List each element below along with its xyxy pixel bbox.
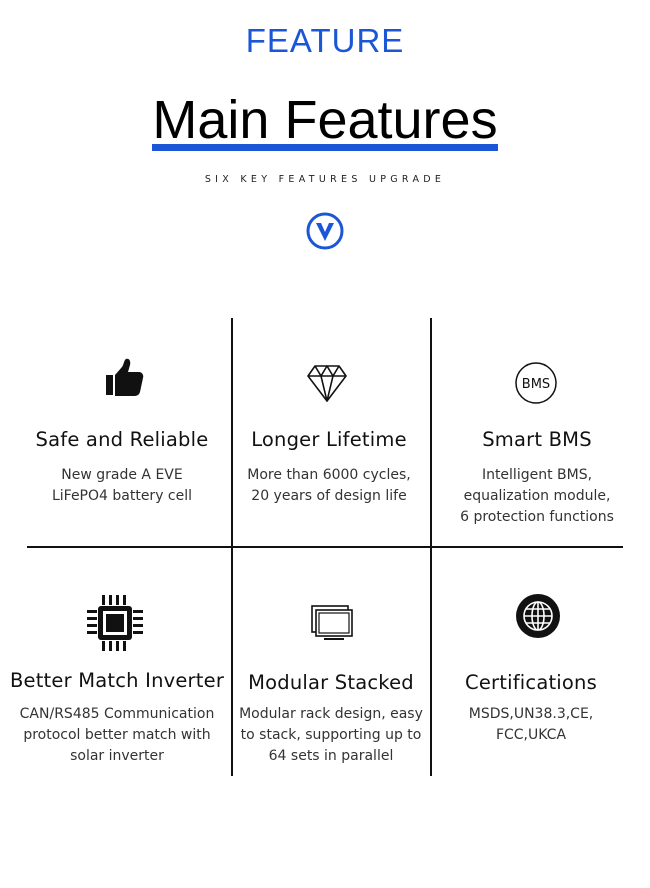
feature-description: Intelligent BMS, equalization module, 6 protection functions bbox=[460, 467, 614, 525]
globe-icon bbox=[515, 593, 561, 639]
feature-title: Smart BMS bbox=[482, 428, 592, 451]
feature-card bbox=[12, 428, 232, 507]
feature-description: CAN/RS485 Communication protocol better match with solar inverter bbox=[19, 706, 215, 764]
feature-card bbox=[7, 669, 227, 767]
chevron-down-circle-icon bbox=[305, 211, 345, 251]
feature-title: Certifications bbox=[465, 671, 597, 694]
feature-card bbox=[219, 428, 439, 507]
grid-divider-horizontal bbox=[27, 546, 623, 548]
page-title-text: Main Features bbox=[152, 90, 498, 150]
page-title-wrap bbox=[0, 88, 650, 152]
chip-icon bbox=[86, 594, 144, 652]
section-eyebrow: FEATURE bbox=[245, 22, 405, 59]
feature-description: Modular rack design, easy to stack, supporting up to 64 sets in parallel bbox=[239, 706, 423, 764]
feature-description: MSDS,UN38.3,CE, FCC,UKCA bbox=[468, 706, 594, 743]
diamond-icon bbox=[306, 363, 348, 403]
stacked-monitor-icon bbox=[310, 604, 354, 642]
feature-card bbox=[221, 671, 441, 767]
feature-card bbox=[427, 428, 647, 528]
feature-title: Modular Stacked bbox=[248, 671, 414, 694]
page-title bbox=[152, 88, 497, 152]
feature-title: Safe and Reliable bbox=[35, 428, 209, 451]
bms-icon bbox=[514, 361, 558, 405]
bms-icon-label: BMS bbox=[521, 377, 551, 392]
feature-description: New grade A EVE LiFePO4 battery cell bbox=[51, 467, 193, 504]
page-subtitle: SIX KEY FEATURES UPGRADE bbox=[204, 174, 446, 185]
feature-card bbox=[421, 671, 641, 746]
feature-title: Longer Lifetime bbox=[251, 428, 407, 451]
thumbs-up-icon bbox=[103, 357, 145, 399]
feature-description: More than 6000 cycles, 20 years of design life bbox=[247, 467, 411, 504]
feature-title: Better Match Inverter bbox=[9, 669, 225, 692]
